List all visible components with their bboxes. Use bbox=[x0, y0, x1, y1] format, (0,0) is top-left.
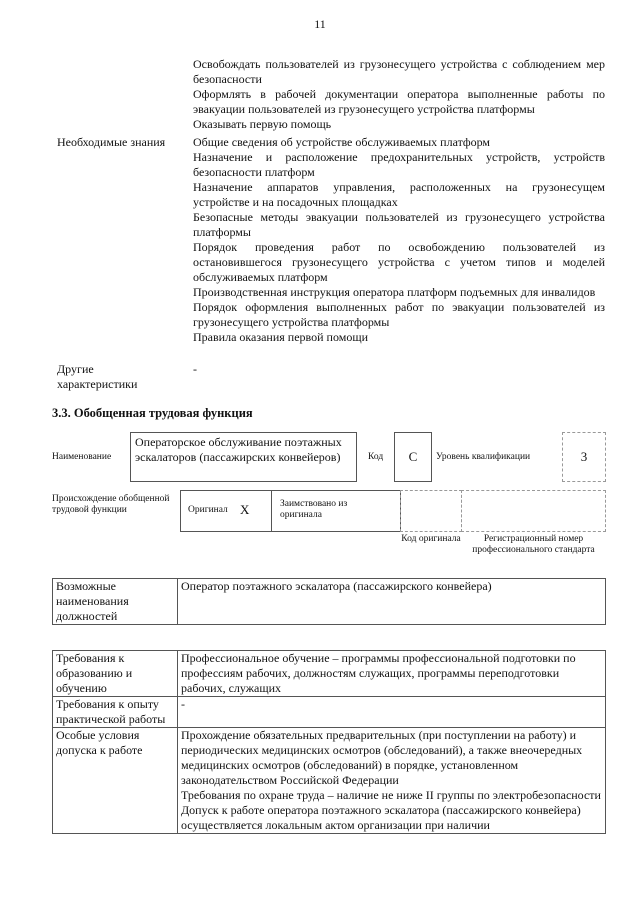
education-value: Профессиональное обучение – программы профессиональной подготовки по профессиям рабочих, должностям служащих, программы переподготовки рабочих, служащих bbox=[178, 651, 606, 697]
origin-label: Происхождение обобщенной трудовой функции bbox=[52, 494, 170, 515]
other-label: Другие характеристики bbox=[57, 362, 138, 391]
level-label: Уровень квалификации bbox=[436, 452, 531, 462]
knowledge-list bbox=[193, 135, 605, 345]
other-value: - bbox=[193, 362, 197, 376]
table-row bbox=[53, 579, 606, 625]
labor-action-item: Оформлять в рабочей документации оператора выполненные работы по эвакуации пользователей из грузонесущего устройства платформы bbox=[193, 87, 605, 116]
section-title: 3.3. Обобщенная трудовая функция bbox=[52, 406, 253, 420]
knowledge-item: Порядок оформления выполненных работ по эвакуации пользователей из грузонесущего устройства платформы bbox=[193, 300, 605, 329]
admission-label: Особые условия допуска к работе bbox=[53, 728, 178, 834]
knowledge-item: Назначение и расположение предохранительных устройств, устройств безопасности платформ bbox=[193, 150, 605, 179]
experience-value: - bbox=[178, 697, 606, 728]
labor-action-item: Оказывать первую помощь bbox=[193, 117, 332, 131]
page-number: 11 bbox=[314, 17, 326, 31]
function-name-value: Операторское обслуживание поэтажных эскалаторов (пассажирских конвейеров) bbox=[135, 435, 342, 464]
function-name-box bbox=[130, 432, 357, 482]
positions-label: Возможные наименования должностей bbox=[53, 579, 178, 625]
requirements-table bbox=[52, 650, 606, 834]
education-label: Требования к образованию и обучению bbox=[53, 651, 178, 697]
code-caption: Код оригинала bbox=[401, 534, 461, 544]
labor-actions-list bbox=[193, 57, 605, 132]
admission-line: Требования по охране труда – наличие не ниже II группы по электробезопасности bbox=[181, 788, 601, 802]
name-label: Наименование bbox=[52, 452, 112, 462]
original-code-cell bbox=[400, 490, 462, 532]
knowledge-item: Назначение аппаратов управления, расположенных на грузонесущем устройстве и на посадочных площадках bbox=[193, 180, 605, 209]
table-row bbox=[53, 697, 606, 728]
table-row bbox=[53, 728, 606, 834]
level-box bbox=[562, 432, 606, 482]
borrowed-label: Заимствовано из оригинала bbox=[280, 499, 348, 520]
positions-value: Оператор поэтажного эскалатора (пассажирского конвейера) bbox=[178, 579, 606, 625]
borrowed-cell bbox=[271, 490, 401, 532]
admission-line: Прохождение обязательных предварительных (при поступлении на работу) и периодических медицинских осмотров (обследований), а также внеочередных медицинских осмотров (обследований) в порядке, установленном законодательством Российской Федерации bbox=[181, 728, 583, 787]
knowledge-item: Производственная инструкция оператора платформ подъемных для инвалидов bbox=[193, 285, 596, 299]
labor-action-item: Освобождать пользователей из грузонесущего устройства с соблюдением мер безопасности bbox=[193, 57, 605, 86]
table-row bbox=[53, 651, 606, 697]
code-value: C bbox=[408, 449, 418, 464]
positions-table bbox=[52, 578, 606, 625]
admission-line: Допуск к работе оператора поэтажного эскалатора (пассажирского конвейера) осуществляется локальным актом организации при наличии bbox=[181, 803, 581, 832]
code-box bbox=[394, 432, 432, 482]
reg-caption: Регистрационный номер профессионального стандарта bbox=[472, 534, 595, 555]
original-label: Оригинал bbox=[188, 505, 228, 515]
knowledge-item: Безопасные методы эвакуации пользователей из грузонесущего устройства платформы bbox=[193, 210, 605, 239]
knowledge-item: Правила оказания первой помощи bbox=[193, 330, 369, 344]
original-cell bbox=[180, 490, 272, 532]
knowledge-item: Общие сведения об устройстве обслуживаемых платформ bbox=[193, 135, 491, 149]
knowledge-item: Порядок проведения работ по освобождению пользователей из остановившегося грузонесущего устройства с учетом типов и моделей обслуживаемых платформ bbox=[193, 240, 605, 284]
experience-label: Требования к опыту практической работы bbox=[53, 697, 178, 728]
level-value: 3 bbox=[580, 449, 588, 464]
reg-number-cell bbox=[461, 490, 606, 532]
admission-value bbox=[178, 728, 606, 834]
knowledge-label: Необходимые знания bbox=[57, 135, 166, 149]
code-label: Код bbox=[368, 452, 384, 462]
original-mark: X bbox=[240, 502, 250, 517]
